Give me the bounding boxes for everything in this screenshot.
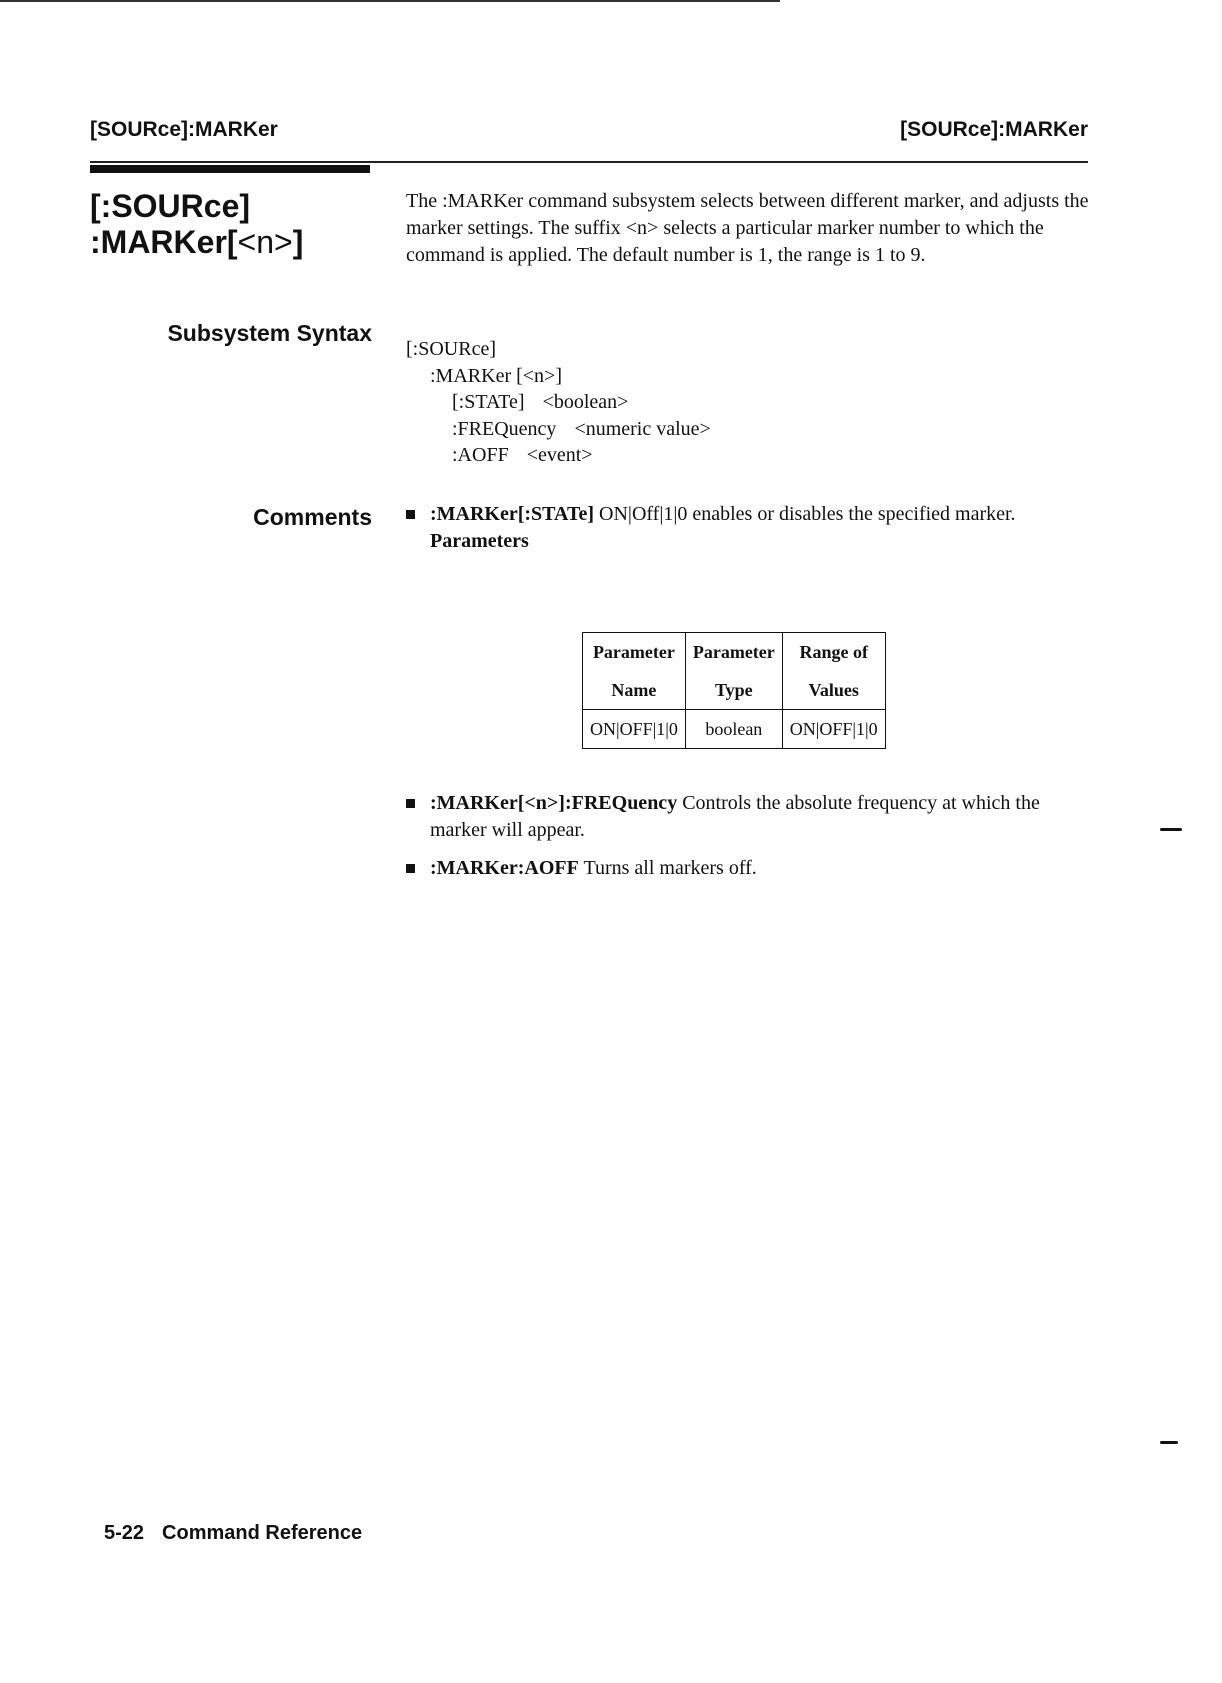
comments-heading: Comments bbox=[253, 504, 372, 530]
page-number: 5-22 bbox=[104, 1522, 145, 1544]
parameters-subheading: Parameters bbox=[430, 529, 529, 552]
scan-mark bbox=[1160, 1441, 1178, 1444]
table-header-cell: Parameter Type bbox=[685, 633, 782, 710]
section-title-line2: :MARKer[<n>] bbox=[90, 224, 304, 260]
bullet-square-icon bbox=[406, 799, 415, 808]
section-title-line1: [:SOURce] bbox=[90, 188, 251, 224]
header-rule bbox=[90, 161, 1088, 163]
syntax-root: [:SOURce] bbox=[406, 338, 496, 360]
table-cell: ON|OFF|1|0 bbox=[583, 710, 686, 749]
intro-paragraph: The :MARKer command subsystem selects between different marker, and adjusts the marker settings. The suffix <n> selects a particular marker number to which the command is applied. The default number is 1, the range is 1 to 9. bbox=[406, 190, 1089, 266]
table-header-cell: Parameter Name bbox=[583, 633, 686, 710]
running-header-right: [SOURce]:MARKer bbox=[900, 118, 1088, 141]
bullet-square-icon bbox=[406, 510, 415, 519]
comment-item-aoff: :MARKer:AOFF Turns all markers off. bbox=[406, 855, 1096, 882]
table-cell: ON|OFF|1|0 bbox=[782, 710, 885, 749]
table-row bbox=[583, 710, 886, 749]
parameters-table bbox=[582, 632, 886, 749]
syntax-state: [:STATe] <boolean> bbox=[452, 391, 629, 413]
section-title bbox=[90, 188, 303, 260]
bullet-square-icon bbox=[406, 864, 415, 873]
syntax-block bbox=[406, 336, 711, 469]
table-header-row bbox=[583, 633, 886, 710]
top-edge-line bbox=[0, 0, 780, 2]
scan-mark bbox=[1160, 828, 1182, 831]
table-cell: boolean bbox=[685, 710, 782, 749]
running-header-left: [SOURce]:MARKer bbox=[90, 118, 278, 141]
syntax-command: :MARKer [<n>] bbox=[430, 364, 562, 387]
section-rule-bar bbox=[90, 165, 370, 173]
syntax-aoff: :AOFF <event> bbox=[452, 444, 593, 466]
page-footer bbox=[104, 1522, 362, 1545]
syntax-frequency: :FREQuency <numeric value> bbox=[452, 417, 711, 440]
comment-item-frequency: :MARKer[<n>]:FREQuency Controls the absolute frequency at which the marker will appear. bbox=[406, 790, 1096, 843]
comment-item-state: :MARKer[:STATe] ON|Off|1|0 enables or disables the specified marker. Parameters bbox=[406, 501, 1096, 554]
table-header-cell: Range of Values bbox=[782, 633, 885, 710]
subsystem-syntax-heading: Subsystem Syntax bbox=[167, 320, 372, 346]
footer-label: Command Reference bbox=[162, 1522, 363, 1544]
